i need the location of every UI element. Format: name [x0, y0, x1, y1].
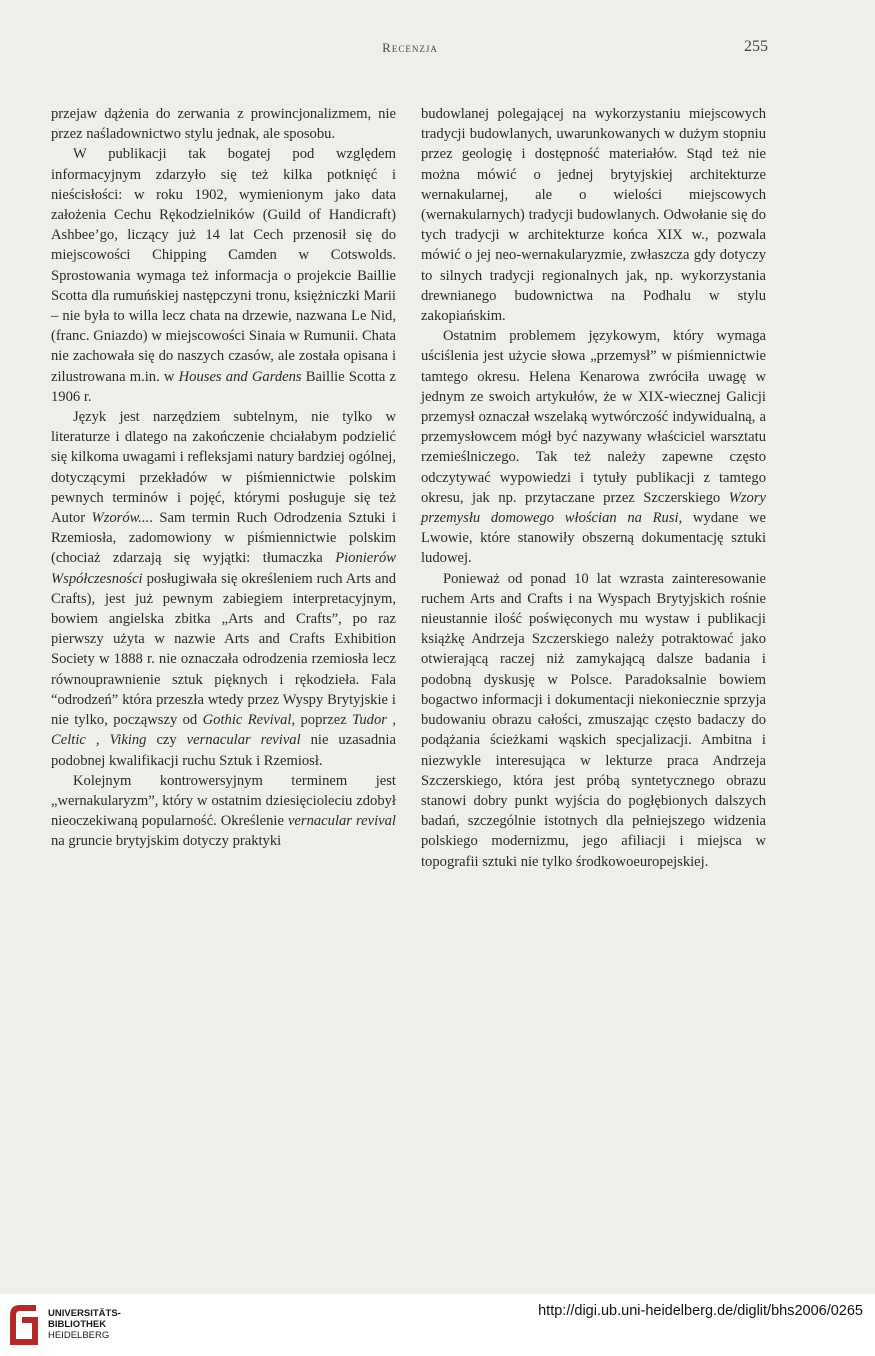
paragraph [51, 144, 396, 407]
right-text-column [421, 104, 766, 872]
paragraph-text: posługiwała się określeniem ruch Arts and Crafts), jest już pewnym zabiegiem interpretacyjnym, bowiem angielska zbitka „Arts and Crafts”, po raz pierwszy użyta w nazwie Arts and Crafts Exhibition Society w 1888 r. nie oznaczała odrodzenia rzemiosła lecz równouprawnienie sztuk pięknych i rękodzieła. Fala “odrodzeń” która przeszła wtedy przez Wyspy Brytyjskie i nie tylko, począwszy od [51, 570, 396, 729]
library-logo-icon [6, 1301, 42, 1347]
paragraph-text: Ostatnim problemem językowym, który wymaga uściślenia jest użycie słowa „przemysł” w piśmiennictwie tamtego okresu. Helena Kenarowa zwróciła uwagę w jednym ze swoich artykułów, że w XIX-wiecznej Galicji przemysł oznaczał wszelaką wytwórczość indywidualną, a przemysłowcem mógł być nazywany właściciel warsztatu rzemieślniczego. Tak też należy zapewne często odczytywać wypowiedzi i tytuły publikacji z tamtego okresu, jak np. przytaczane przez Szczerskiego [421, 328, 766, 506]
italic-title-text: Wzory przemysłu domowego włościan na Rusi [421, 489, 766, 527]
paragraph [421, 326, 766, 568]
paragraph [421, 569, 766, 872]
paragraph [51, 407, 396, 771]
italic-title-text: Pionierów Współczesności [51, 550, 396, 587]
page-number: 255 [744, 38, 768, 55]
italic-title-text: Gothic Revival [202, 712, 292, 729]
paragraph [421, 104, 766, 326]
paragraph-text: na gruncie brytyjskim dotyczy praktyki [51, 833, 282, 850]
paragraph-text: Kolejnym kontrowersyjnym terminem jest „wernakularyzm”, który w ostatnim dziesięcioleciu zdobył nieoczekiwaną popularność. Określenie [51, 772, 396, 830]
italic-title-text: vernacular revival [287, 813, 396, 830]
paragraph-text: budowlanej polegającej na wykorzystaniu miejscowych tradycji budowlanych, uwarunkowanych w dużym stopniu przez geologię i dostępność materiałów. Stąd też nie można mówić o jednej brytyjskiej architekturze wernakularnej, ale o wielości miejscowych (wernakularnych) tradycji budowlanych. Odwołanie się do tych tradycji w architekturze końca XIX w., pozwala mówić o jej neo-wernakularyzmie, zwłaszcza gdy dotyczy to silnych tradycji regionalnych jak, np. wykorzystania drewnianego budownictwa na Podhalu w stylu zakopiańskim. [421, 106, 766, 325]
running-title: Recenzja [382, 40, 438, 55]
paragraph-text: nie uzasadnia podobnej kwalifikacji ruchu Sztuk i Rzemiosł. [51, 732, 396, 769]
paragraph-text: , poprzez [291, 712, 353, 729]
italic-title-text: Wzorów... [91, 510, 150, 527]
left-text-column [51, 104, 396, 852]
library-name-line2: BIBLIOTHEK [48, 1319, 107, 1330]
italic-title-text: Houses and Gardens [178, 368, 302, 385]
italic-title-text: Tudor , Celtic , Viking [51, 712, 396, 749]
library-name [48, 1308, 121, 1341]
paragraph-text: W publikacji tak bogatej pod względem informacyjnym zdarzyło się też kilka potknięć i nieścisłości: w roku 1902, wymienionym jako data założenia Cechu Rękodzielników (Guild of Handicraft) Ashbee’go, liczący już 14 lat Cech przenosił się do miejscowości Chipping Camden w Cotswolds. Sprostowania wymaga też informacja o projekcie Baillie Scotta dla rumuńskiej następczyni tronu, księżniczki Marii – nie była to willa lecz chata na drzewie, nazwana Le Nid, (franc. Gniazdo) w miejscowości Sinaia w Rumunii. Chata nie zachowała się do naszych czasów, ale została opisana i zilustrowana m.in. w [51, 146, 396, 385]
paragraph-text: Ponieważ od ponad 10 lat wzrasta zainteresowanie ruchem Arts and Crafts i na Wyspach Brytyjskich rośnie nieustannie ilość poświęconych mu wystaw i publikacji książkę Andrzeja Szczerskiego należy potraktować jako otwierającą raczej niż zamykającą dalsze badania i podobną dyskusję w Polsce. Paradoksalnie bowiem bogactwo informacji i dokumentacji niekoniecznie sprzyja budowaniu obrazu całości, zmuszając często badaczy do podążania ścieżkami wąskich specjalizacji. Ambitna i niezwykle interesująca w lekturze praca Andrzeja Szczerskiego, która jest próbą syntetycznego obrazu stanowi dobry punkt wyjścia do pogłębionych dalszych badań, szczególnie istotnych dla pełniejszego widzenia polskiego modernizmu, jego afiliacji i miejsca w topografii sztuki nie tylko środkowoeuropejskiej. [421, 570, 766, 870]
paragraph-text: . Sam termin Ruch Odrodzenia Sztuki i Rzemiosła, zadomowiony w piśmiennictwie polskim (chociaż zdarzają się wyjątki: tłumaczka [51, 510, 397, 567]
paragraph-text: Baillie Scotta z 1906 r. [51, 368, 396, 405]
italic-title-text: vernacular revival [186, 732, 301, 749]
library-name-line1: UNIVERSITÄTS- [48, 1308, 121, 1319]
paragraph-text: , wydane we Lwowie, które stanowiły obszerną dokumentację sztuki ludowej. [421, 510, 766, 567]
paragraph-text: Język jest narzędziem subtelnym, nie tylko w literaturze i dlatego na zakończenie chciałabym podzielić się kilkoma uwagami i refleksjami natury bardziej ogólnej, dotyczącymi przekładów w piśmiennictwie polskim pewnych terminów i pojęć, którymi posługuje się też Autor [51, 409, 396, 527]
paragraph [51, 771, 396, 852]
paragraph-text: przejaw dążenia do zerwania z prowincjonalizmem, nie przez naśladownictwo stylu jednak, ale sposobu. [51, 106, 396, 143]
source-url-link[interactable]: http://digi.ub.uni-heidelberg.de/diglit/bhs2006/0265 [538, 1303, 863, 1319]
paragraph-text: czy [146, 732, 187, 749]
running-head [0, 38, 875, 62]
library-name-line3: HEIDELBERG [48, 1330, 110, 1341]
paragraph [51, 104, 396, 144]
